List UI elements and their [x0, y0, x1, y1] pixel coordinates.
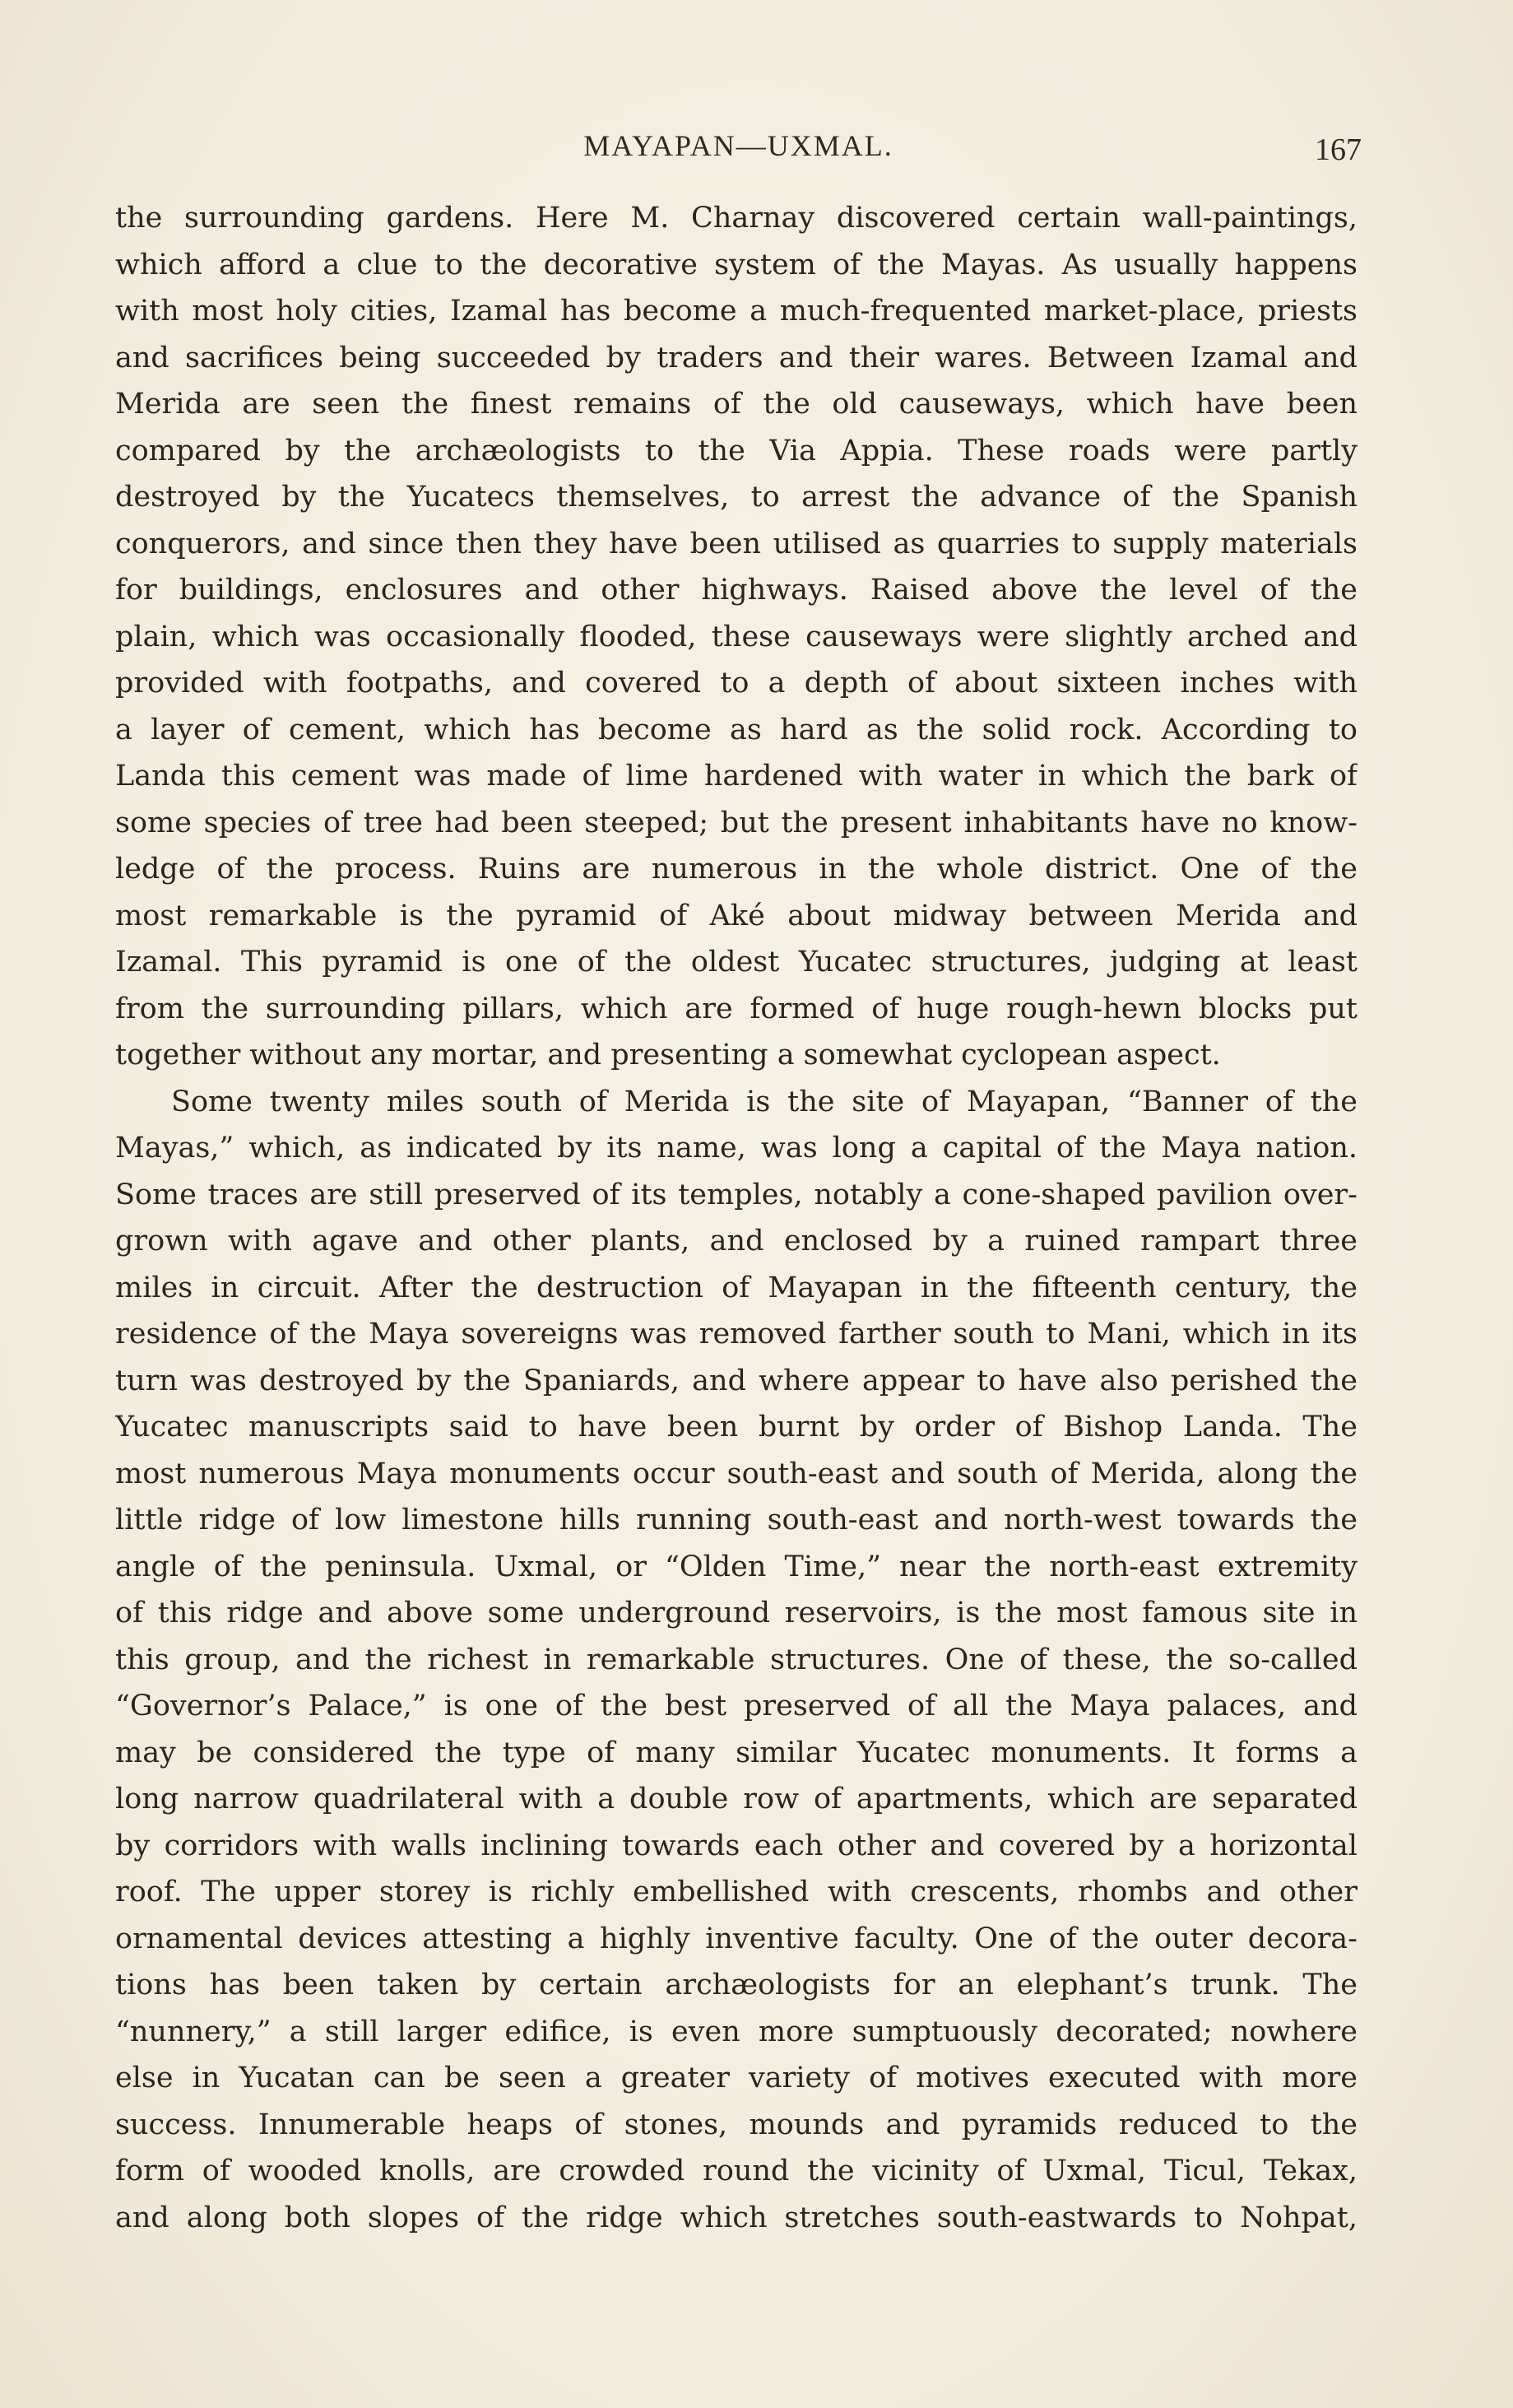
text-line: else in Yucatan can be seen a greater variety of motives executed with more — [115, 2062, 1358, 2094]
text-line: for buildings, enclosures and other highways. Raised above the level of the — [115, 574, 1358, 607]
running-head — [115, 123, 1362, 173]
text-line: long narrow quadrilateral with a double row of apartments, which are separated — [115, 1783, 1358, 1815]
text-line: ledge of the process. Ruins are numerous in the whole district. One of the — [115, 853, 1358, 886]
page-number: 167 — [1315, 132, 1362, 167]
text-line: form of wooded knolls, are crowded round the vicinity of Uxmal, Ticul, Tekax, — [115, 2155, 1358, 2187]
text-line: with most holy cities, Izamal has become a much-frequented market-place, priests — [115, 295, 1358, 328]
text-line: this group, and the richest in remarkable structures. One of these, the so-called — [115, 1643, 1358, 1676]
text-line: “nunnery,” a still larger edifice, is even more sumptuously decorated; nowhere — [115, 2015, 1358, 2048]
text-line: grown with agave and other plants, and enclosed by a ruined rampart three — [115, 1225, 1358, 1257]
text-line: destroyed by the Yucatecs themselves, to arrest the advance of the Spanish — [115, 481, 1358, 514]
text-line: compared by the archæologists to the Via Appia. These roads were partly — [115, 434, 1358, 467]
text-line: residence of the Maya sovereigns was removed farther south to Mani, which in its — [115, 1318, 1358, 1350]
text-line: Mayas,” which, as indicated by its name, was long a capital of the Maya nation. — [115, 1132, 1358, 1164]
running-title: MAYAPAN—UXMAL. — [583, 129, 893, 162]
text-line: may be considered the type of many similar Yucatec monuments. It forms a — [115, 1736, 1358, 1769]
text-line: Merida are seen the finest remains of the old causeways, which have been — [115, 388, 1358, 421]
text-line: and sacrifices being succeeded by traders and their wares. Between Izamal and — [115, 341, 1358, 374]
text-line: miles in circuit. After the destruction of Mayapan in the fifteenth century, the — [115, 1271, 1358, 1304]
text-line: together without any mortar, and presenting a somewhat cyclopean aspect. — [115, 1039, 1221, 1072]
text-line: Yucatec manuscripts said to have been burnt by order of Bishop Landa. The — [115, 1411, 1358, 1443]
text-line: roof. The upper storey is richly embellished with crescents, rhombs and other — [115, 1876, 1358, 1908]
text-line: of this ridge and above some underground reservoirs, is the most famous site in — [115, 1597, 1358, 1629]
text-line: provided with footpaths, and covered to a depth of about sixteen inches with — [115, 667, 1358, 700]
text-line: most numerous Maya monuments occur south-east and south of Merida, along the — [115, 1457, 1358, 1490]
text-line: by corridors with walls inclining towards each other and covered by a horizontal — [115, 1829, 1358, 1862]
text-line: most remarkable is the pyramid of Aké about midway between Merida and — [115, 899, 1358, 932]
text-line: little ridge of low limestone hills running south-east and north-west towards the — [115, 1504, 1358, 1536]
text-line: Landa this cement was made of lime hardened with water in which the bark of — [115, 760, 1358, 793]
text-line: plain, which was occasionally flooded, these causeways were slightly arched and — [115, 620, 1358, 653]
text-line: a layer of cement, which has become as hard as the solid rock. According to — [115, 713, 1358, 746]
text-line: angle of the peninsula. Uxmal, or “Olden Time,” near the north-east extremity — [115, 1550, 1358, 1583]
text-line: Some traces are still preserved of its temples, notably a cone-shaped pavilion over- — [115, 1178, 1358, 1211]
text-line: “Governor’s Palace,” is one of the best preserved of all the Maya palaces, and — [115, 1690, 1358, 1722]
text-line: turn was destroyed by the Spaniards, and where appear to have also perished the — [115, 1364, 1358, 1397]
text-line: tions has been taken by certain archæologists for an elephant’s trunk. The — [115, 1969, 1358, 2001]
body-text — [115, 195, 1358, 2241]
text-line: success. Innumerable heaps of stones, mounds and pyramids reduced to the — [115, 2108, 1358, 2141]
text-line: from the surrounding pillars, which are formed of huge rough-hewn blocks put — [115, 992, 1358, 1025]
text-line: Some twenty miles south of Merida is the site of Mayapan, “Banner of the — [171, 1085, 1358, 1118]
text-line: some species of tree had been steeped; but the present inhabitants have no know- — [115, 806, 1358, 839]
text-line: Izamal. This pyramid is one of the oldest Yucatec structures, judging at least — [115, 946, 1358, 979]
text-line: conquerors, and since then they have been utilised as quarries to supply materials — [115, 527, 1358, 560]
text-line: and along both slopes of the ridge which stretches south-eastwards to Nohpat, — [115, 2201, 1358, 2234]
text-line: ornamental devices attesting a highly inventive faculty. One of the outer decora- — [115, 1922, 1358, 1955]
text-line: which afford a clue to the decorative system of the Mayas. As usually happens — [115, 248, 1358, 281]
text-line: the surrounding gardens. Here M. Charnay discovered certain wall-paintings, — [115, 202, 1358, 235]
